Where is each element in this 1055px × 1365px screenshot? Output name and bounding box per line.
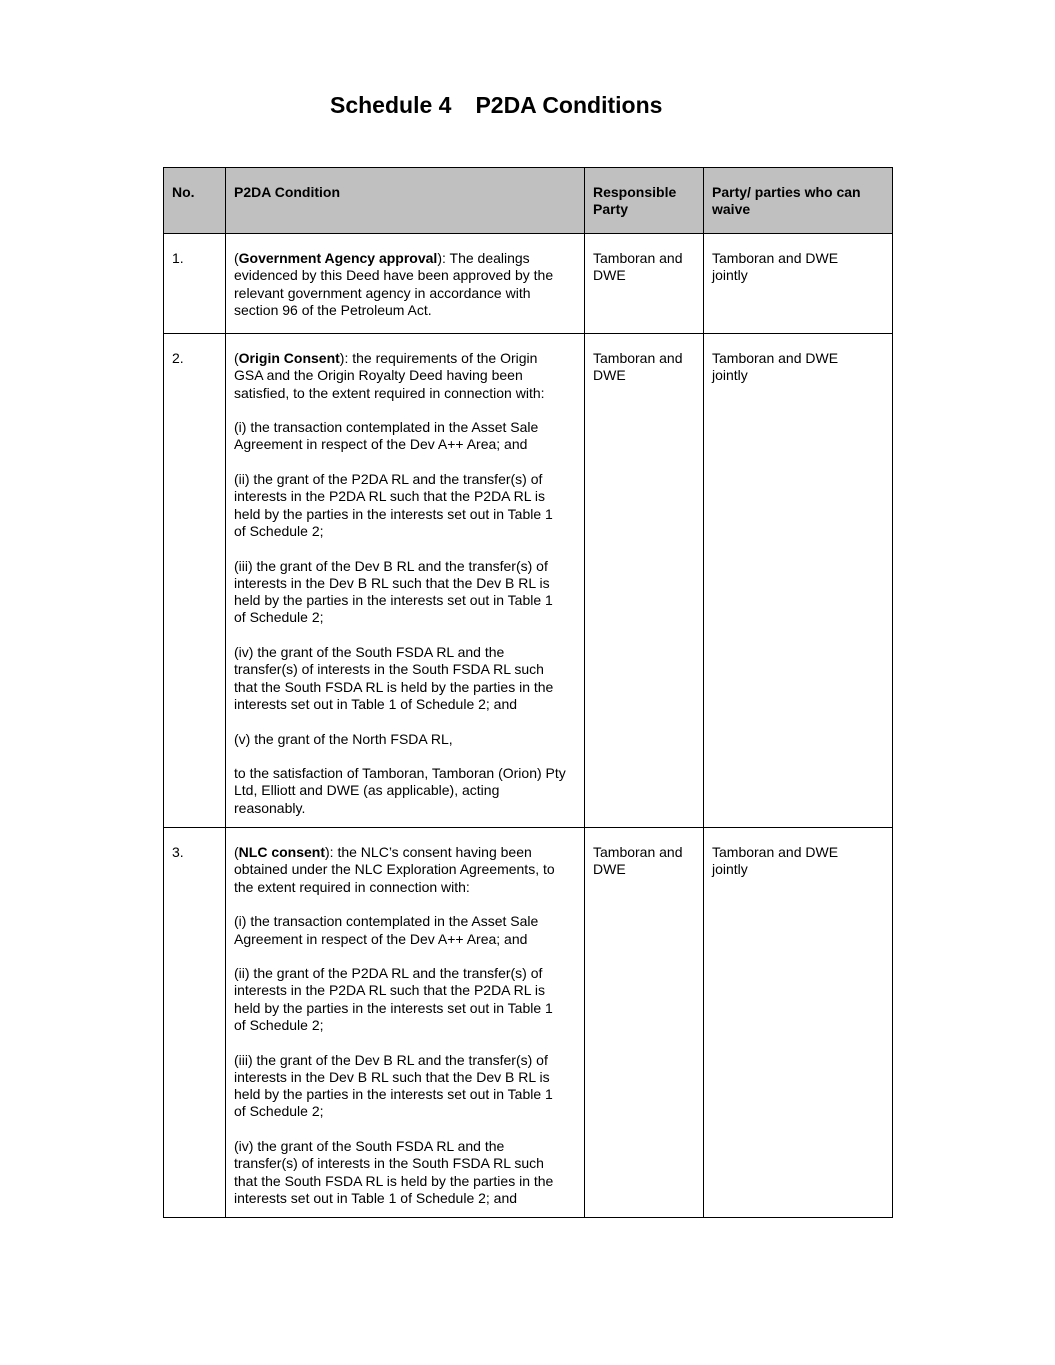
waive-text: Tamboran and DWE jointly: [712, 844, 839, 878]
cell-waive: [704, 828, 893, 1218]
waive-text: Tamboran and DWE jointly: [712, 250, 839, 284]
condition-paragraph: (i) the transaction contemplated in the Asset Sale Agreement in respect of the Dev A++ Area; and: [234, 913, 539, 947]
table-row: [164, 334, 893, 828]
cell-no: 1.: [164, 234, 226, 334]
condition-lead-paragraph: [234, 250, 566, 319]
schedule-title: [330, 92, 662, 118]
condition-lead-rest: ): the requirements of the Origin GSA and the Origin Royalty Deed having been satisfied, to the extent required in connection with:: [234, 350, 545, 401]
condition-paragraph: (v) the grant of the North FSDA RL,: [234, 730, 453, 747]
condition-lead-open: (: [234, 250, 239, 266]
condition-paragraph: (ii) the grant of the P2DA RL and the transfer(s) of interests in the P2DA RL such that the P2DA RL is held by the parties in the interests set out in Table 1 of Schedule 2;: [234, 471, 553, 539]
cell-responsible: Tamboran and DWE: [585, 828, 704, 1218]
condition-bold-term: Government Agency approval: [238, 250, 438, 266]
condition-paragraph: (iv) the grant of the South FSDA RL and the transfer(s) of interests in the South FSDA RL such that the South FSDA RL is held by the parties in the interests set out in Table 1 of Schedule 2; and: [234, 644, 554, 712]
cell-responsible: Tamboran and DWE: [585, 334, 704, 828]
condition-paragraph: (iii) the grant of the Dev B RL and the transfer(s) of interests in the Dev B RL such that the Dev B RL is held by the parties in the interests set out in Table 1 of Schedule 2;: [234, 1051, 553, 1120]
condition-lead-rest: ): The dealings evidenced by this Deed have been approved by the relevant government agency in accordance with section 96 of the Petroleum Act.: [234, 250, 554, 318]
condition-bold-term: Origin Consent: [238, 350, 340, 366]
schedule-title-text: P2DA Conditions: [475, 92, 663, 118]
cell-no: 2.: [164, 334, 226, 828]
condition-lead-paragraph: [234, 350, 566, 402]
cell-condition: [226, 828, 585, 1218]
condition-paragraph: (ii) the grant of the P2DA RL and the transfer(s) of interests in the P2DA RL such that the P2DA RL is held by the parties in the interests set out in Table 1 of Schedule 2;: [234, 965, 553, 1033]
condition-lead-rest: ): the NLC’s consent having been obtained under the NLC Exploration Agreements, to the extent required in connection with:: [234, 844, 555, 895]
cell-responsible: Tamboran and DWE: [585, 234, 704, 334]
condition-bold-term: NLC consent: [238, 844, 326, 861]
cell-no: 3.: [164, 828, 226, 1218]
cell-waive: [704, 234, 893, 334]
waive-text: Tamboran and DWE jointly: [712, 350, 839, 384]
condition-lead-paragraph: [234, 844, 566, 896]
cell-condition: [226, 234, 585, 334]
cell-condition: [226, 334, 585, 828]
condition-paragraph: (i) the transaction contemplated in the Asset Sale Agreement in respect of the Dev A++ Area; and: [234, 419, 539, 453]
condition-lead-open: (: [234, 350, 239, 366]
header-cell-condition: P2DA Condition: [226, 168, 585, 234]
table-row: [164, 234, 893, 334]
schedule-title-number: Schedule 4: [330, 92, 452, 118]
header-cell-waive: Party/ parties who can waive: [704, 168, 893, 234]
header-cell-responsible: Responsible Party: [585, 168, 704, 234]
condition-paragraph: (iv) the grant of the South FSDA RL and the transfer(s) of interests in the South FSDA RL such that the South FSDA RL is held by the parties in the interests set out in Table 1 of Schedule 2; and: [234, 1138, 554, 1206]
header-cell-no: No.: [164, 168, 226, 234]
conditions-table: [163, 167, 893, 1218]
table-header-row: [164, 168, 893, 234]
table-row: [164, 828, 893, 1218]
condition-paragraph: to the satisfaction of Tamboran, Tamboran (Orion) Pty Ltd, Elliott and DWE (as applicable), acting reasonably.: [234, 765, 566, 816]
cell-waive: [704, 334, 893, 828]
condition-paragraph: (iii) the grant of the Dev B RL and the transfer(s) of interests in the Dev B RL such that the Dev B RL is held by the parties in the interests set out in Table 1 of Schedule 2;: [234, 557, 553, 626]
condition-lead-open: (: [234, 844, 239, 861]
